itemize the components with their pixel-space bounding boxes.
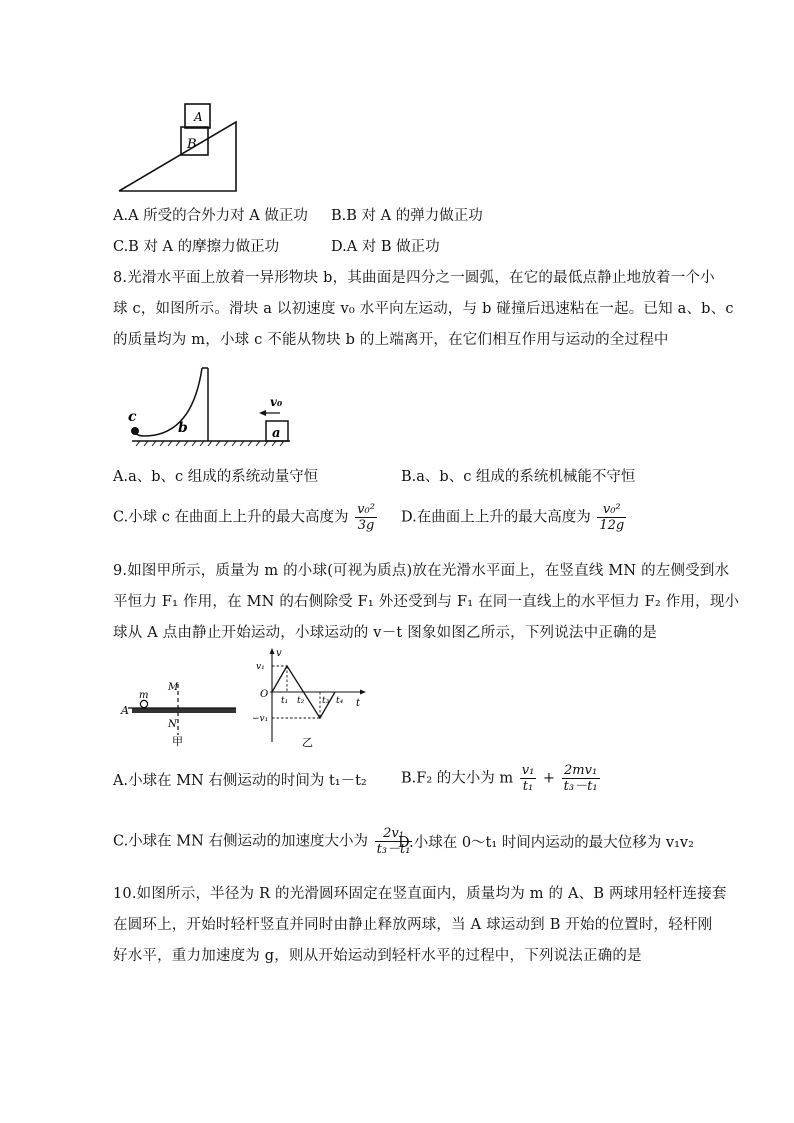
q9-option-d: D.小球在 0～t₁ 时间内运动的最大位移为 v₁v₂ [398,835,694,851]
v-axis-arrow [270,648,275,654]
label-t4: t₄ [336,696,344,706]
q8-option-d-fraction [597,502,626,533]
fraction-numerator: v₀² [597,502,626,518]
caption-yi: 乙 [302,736,313,749]
q8-curved-block-figure [122,360,292,450]
q8-option-a: A.a、b、c 组成的系统动量守恒 [113,469,319,485]
fraction-denominator: t₃－t₁ [563,779,598,794]
q9-option-c [113,826,414,857]
q9-figure-jia [118,672,240,750]
velocity-arrow-head [259,410,266,416]
fraction-denominator: 3g [357,518,375,533]
label-t: t [356,698,361,709]
fraction-denominator: t₃－t₁ [376,842,411,857]
label-M: M [168,682,179,693]
q9-option-a: A.小球在 MN 右侧运动的时间为 t₁－t₂ [113,773,367,789]
velocity-label: v₀ [270,395,283,409]
curved-surface-b [134,368,202,436]
block-a-label: A [194,110,203,124]
fraction-numerator: 2mv₁ [562,763,600,779]
fraction-numerator: v₁ [521,763,535,778]
label-v: v [276,648,282,659]
caption-jia: 甲 [172,735,183,748]
block-b-label: B [187,137,197,152]
ball-c-label: c [128,409,137,425]
q10-stem-line-2: 在圆环上，开始时轻杆竖直并同时由静止释放两球，当 A 球运动到 B 开始的位置时，轻杆刚 [113,917,713,933]
surface-hatch [132,708,236,713]
block-a-label: a [272,426,281,441]
label-t1: t₁ [281,696,289,706]
q7-incline-figure [115,100,245,195]
q9-stem-line-2: 平恒力 F₁ 作用，在 MN 的右侧除受 F₁ 外还受到与 F₁ 在同一直线上的水平恒力 F₂ 作用，现小 [113,594,740,610]
q8-stem-line-2: 球 c，如图所示。滑块 a 以初速度 v₀ 水平向左运动，与 b 碰撞后迅速粘在一起。已知 a、b、c [113,301,734,317]
incline-outline [119,122,236,191]
q8-option-d-text: D.在曲面上上升的最大高度为 [401,509,591,526]
q10-stem-line-3: 好水平，重力加速度为 g，则从开始运动到轻杆水平的过程中，下列说法正确的是 [113,948,642,964]
q8-option-d [401,502,628,533]
q8-stem-line-1: 8.光滑水平面上放着一异形物块 b，其曲面是四分之一圆弧，在它的最低点静止地放着一个小 [113,270,715,286]
q8-stem-line-3: 的质量均为 m，小球 c 不能从物块 b 的上端离开，在它们相互作用与运动的全过程中 [113,332,669,348]
fraction-numerator: v₀² [357,502,375,517]
label-O: O [260,689,269,700]
ball-m [140,700,147,707]
fraction-numerator: 2v₁ [375,826,413,842]
plus-sign: + [542,770,556,787]
label-neg-v1: −v₁ [252,714,269,724]
q8-option-c-fraction [355,502,377,533]
q9-option-b-text: B.F₂ 的大小为 m [401,770,514,787]
fraction-denominator: 12g [599,518,625,533]
q10-stem-line-1: 10.如图所示，半径为 R 的光滑圆环固定在竖直面内，质量均为 m 的 A、B 两球用轻杆连接套 [113,886,727,902]
label-v1: v₁ [256,662,265,672]
ball-c [131,427,139,435]
t-axis-arrow [360,690,366,695]
q9-option-c-text: C.小球在 MN 右侧运动的加速度大小为 [113,833,368,850]
label-A: A [121,704,129,717]
q9-option-b-fraction-2 [562,763,600,794]
label-t2: t₂ [297,696,305,706]
q9-option-b-fraction-1 [520,763,537,794]
q7-option-b: B.B 对 A 的弹力做正功 [331,208,483,224]
q9-stem-line-3: 球从 A 点由静止开始运动，小球运动的 v－t 图象如图乙所示，下列说法中正确的是 [113,625,658,641]
q9-option-b [401,763,602,794]
q8-option-c [113,502,379,533]
q8-option-b: B.a、b、c 组成的系统机械能不守恒 [401,469,636,485]
q7-option-a: A.A 所受的合外力对 A 做正功 [113,208,308,224]
q7-option-d: D.A 对 B 做正功 [331,239,440,255]
fraction-denominator: t₁ [522,779,534,794]
block-b-label: b [178,420,188,436]
q8-option-c-text: C.小球 c 在曲面上上升的最大高度为 [113,509,349,526]
q9-stem-line-1: 9.如图甲所示，质量为 m 的小球(可视为质点)放在光滑水平面上，在竖直线 MN 的左侧受到水 [113,563,730,579]
label-m: m [139,690,149,701]
q7-option-c: C.B 对 A 的摩擦力做正功 [113,239,280,255]
q9-figure-yi [250,646,370,750]
label-t3: t₃ [322,696,330,706]
label-N: N [168,719,177,730]
